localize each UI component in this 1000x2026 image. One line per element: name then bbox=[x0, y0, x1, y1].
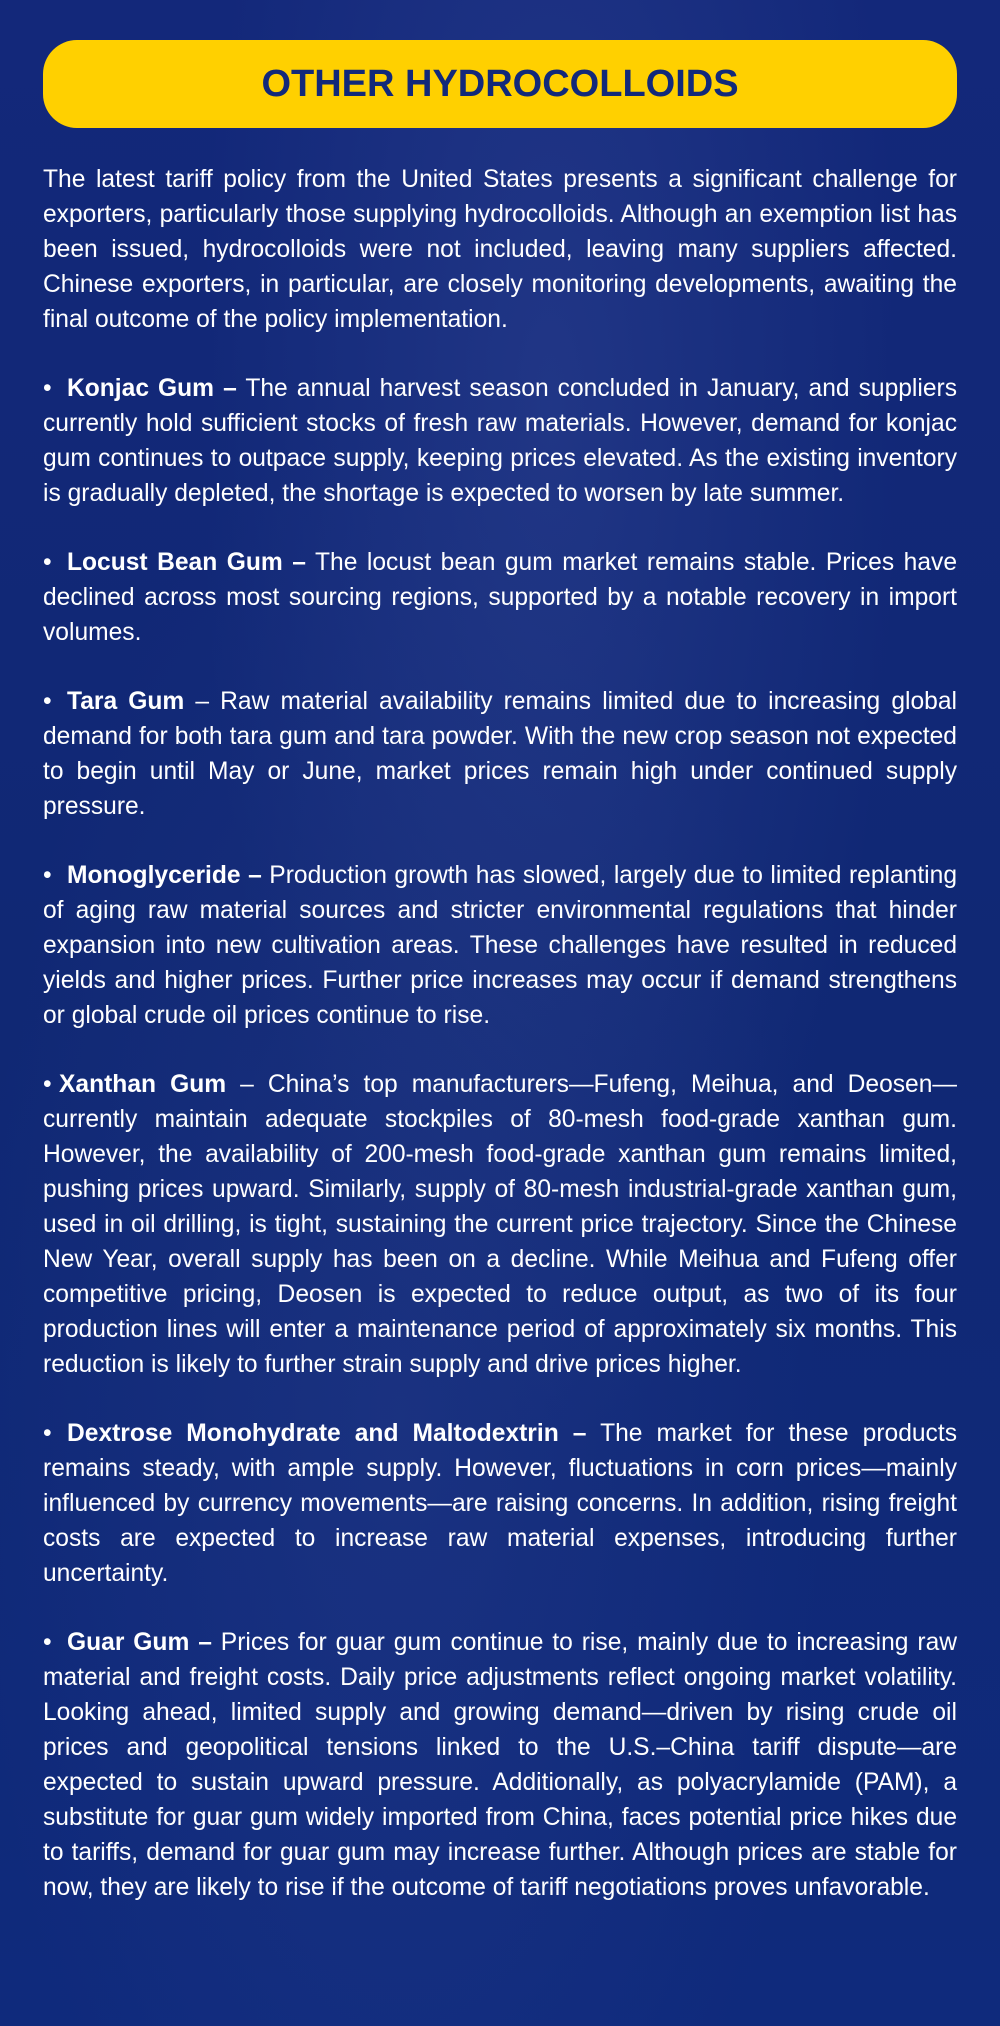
bullet-icon: • bbox=[43, 862, 52, 889]
bullet-icon: • bbox=[43, 1071, 52, 1098]
item-text: Production growth has slowed, largely due to limited replanting of aging raw material sources and stricter environmental regulations that hinder expansion into new cultivation areas. These challenges have resulted in reduced yields and higher prices. Further price increases may occur if demand strengthens or global crude oil prices continue to rise. bbox=[43, 862, 957, 1029]
list-item-tara-gum bbox=[43, 684, 957, 824]
list-item-locust-bean-gum bbox=[43, 545, 957, 650]
list-item-guar-gum bbox=[43, 1625, 957, 1905]
list-item-monoglyceride bbox=[43, 858, 957, 1033]
bullet-icon: • bbox=[43, 1629, 52, 1656]
item-term: Guar Gum – bbox=[67, 1629, 212, 1656]
item-text: The annual harvest season concluded in January, and suppliers currently hold sufficient stocks of fresh raw materials. However, demand for konjac gum continues to outpace supply, keeping prices elevated. As the existing inventory is gradually depleted, the shortage is expected to worsen by late summer. bbox=[43, 375, 958, 507]
list-item-xanthan-gum bbox=[43, 1067, 957, 1382]
list-item-dextrose-maltodextrin bbox=[43, 1416, 957, 1591]
item-term: Xanthan Gum bbox=[59, 1071, 227, 1098]
item-term: Tara Gum bbox=[67, 688, 185, 715]
item-text: – Raw material availability remains limited due to increasing global demand for both tara gum and tara powder. With the new crop season not expected to begin until May or June, market prices remain high under continued supply pressure. bbox=[43, 688, 957, 820]
title-banner bbox=[43, 40, 957, 128]
item-term: Konjac Gum – bbox=[67, 375, 237, 402]
item-text: The market for these products remains steady, with ample supply. However, fluctuations in corn prices—mainly influenced by currency movements—are raising concerns. In addition, rising freight costs are expected to increase raw material expenses, introducing further uncertainty. bbox=[43, 1420, 957, 1587]
bullet-icon: • bbox=[43, 549, 52, 576]
bullet-icon: • bbox=[43, 375, 52, 402]
intro-paragraph: The latest tariff policy from the United States presents a significant challenge for exporters, particularly those supplying hydrocolloids. Although an exemption list has been issued, hydrocolloids were not included, leaving many suppliers affected. Chinese exporters, in particular, are closely monitoring developments, awaiting the final outcome of the policy implementation. bbox=[43, 166, 957, 333]
item-term: Locust Bean Gum – bbox=[67, 549, 306, 576]
bullet-icon: • bbox=[43, 688, 52, 715]
item-text: The locust bean gum market remains stable. Prices have declined across most sourcing regions, supported by a notable recovery in import volumes. bbox=[43, 549, 957, 646]
item-text: – China’s top manufacturers—Fufeng, Meihua, and Deosen—currently maintain adequate stockpiles of 80-mesh food-grade xanthan gum. However, the availability of 200-mesh food-grade xanthan gum remains limited, pushing prices upward. Similarly, supply of 80-mesh industrial-grade xanthan gum, used in oil drilling, is tight, sustaining the current price trajectory. Since the Chinese New Year, overall supply has been on a decline. While Meihua and Fufeng offer competitive pricing, Deosen is expected to reduce output, as two of its four production lines will enter a maintenance period of approximately six months. This reduction is likely to further strain supply and drive prices higher. bbox=[43, 1071, 957, 1378]
page-title: OTHER HYDROCOLLOIDS bbox=[261, 62, 739, 105]
item-term: Dextrose Monohydrate and Maltodextrin – bbox=[67, 1420, 587, 1447]
item-term: Monoglyceride – bbox=[67, 862, 262, 889]
item-text: Prices for guar gum continue to rise, mainly due to increasing raw material and freight costs. Daily price adjustments reflect ongoing market volatility. Looking ahead, limited supply and growing demand—driven by rising crude oil prices and geopolitical tensions linked to the U.S.–China tariff dispute—are expected to sustain upward pressure. Additionally, as polyacrylamide (PAM), a substitute for guar gum widely imported from China, faces potential price hikes due to tariffs, demand for guar gum may increase further. Although prices are stable for now, they are likely to rise if the outcome of tariff negotiations proves unfavorable. bbox=[43, 1629, 958, 1901]
bullet-icon: • bbox=[43, 1420, 52, 1447]
article-body bbox=[43, 162, 957, 1905]
list-item-konjac-gum bbox=[43, 371, 957, 511]
